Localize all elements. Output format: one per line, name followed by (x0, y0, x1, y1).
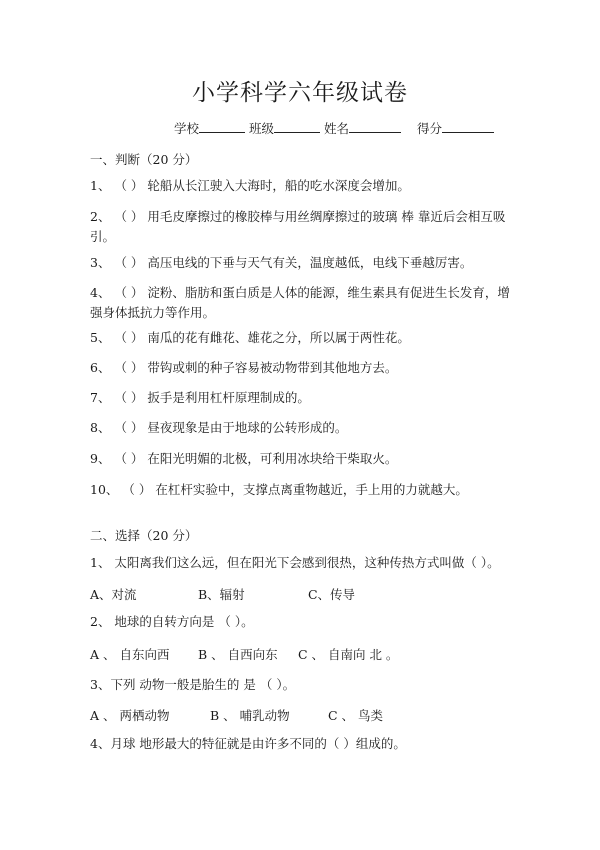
question-number: 1、 (90, 178, 111, 193)
choice-question-2: 2、 地球的自转方向是 （ ）。 (90, 614, 254, 629)
judge-question-5 (90, 328, 520, 348)
choice-question-4: 4、月球 地形最大的特征就是由许多不同的（ ）组成的。 (90, 736, 406, 751)
judge-question-6 (90, 358, 520, 378)
judge-question-9 (90, 449, 520, 469)
school-label: 学校 (174, 121, 200, 136)
question-text: 扳手是利用杠杆原理制成的。 (147, 390, 310, 405)
question-number: 6、 (90, 360, 111, 375)
option-c[interactable]: C 、 自南向 北 。 (297, 647, 399, 662)
question-text: 在杠杆实验中，支撑点离重物越近，手上用的力就越大。 (155, 482, 468, 497)
answer-parens[interactable]: （ ） (114, 390, 144, 405)
student-info-line (174, 119, 494, 137)
answer-parens[interactable]: （ ） (114, 451, 144, 466)
question-number: 7、 (90, 390, 111, 405)
exam-title: 小学科学六年级试卷 (192, 80, 408, 106)
choice-options-3 (90, 706, 383, 724)
judge-question-4 (90, 283, 520, 323)
judge-question-1 (90, 176, 520, 196)
score-blank[interactable] (442, 120, 494, 133)
choice-question-3: 3、下列 动物一般是胎生的 是 （ ）。 (90, 677, 296, 692)
option-a[interactable]: A 、 自东向西 (90, 647, 170, 662)
question-number: 9、 (90, 451, 111, 466)
question-number: 4、 (90, 285, 111, 300)
option-a[interactable]: A 、 两栖动物 (90, 708, 170, 723)
judge-question-8 (90, 418, 520, 438)
question-text: 高压电线的下垂与天气有关，温度越低，电线下垂越厉害。 (147, 255, 473, 270)
question-text: 昼夜现象是由于地球的公转形成的。 (147, 420, 348, 435)
class-label: 班级 (249, 121, 275, 136)
section2-heading: 二、选择（20 分） (90, 528, 198, 543)
choice-options-1 (90, 585, 355, 603)
option-b[interactable]: B 、 自西向东 (197, 647, 278, 662)
question-number: 2、 (90, 209, 111, 224)
question-text: 淀粉、脂肪和蛋白质是人体的能源，维生素具有促进生长发育，增强身体抵抗力等作用。 (90, 285, 510, 320)
score-label: 得分 (417, 121, 443, 136)
judge-question-7 (90, 388, 520, 408)
answer-parens[interactable]: （ ） (114, 420, 144, 435)
question-number: 5、 (90, 330, 111, 345)
judge-question-2 (90, 207, 520, 247)
question-text: 南瓜的花有雌花、雄花之分，所以属于两性花。 (147, 330, 410, 345)
class-blank[interactable] (274, 120, 320, 133)
question-number: 3、 (90, 255, 111, 270)
name-label: 姓名 (324, 121, 350, 136)
question-text: 在阳光明媚的北极，可利用冰块给干柴取火。 (147, 451, 398, 466)
question-number: 8、 (90, 420, 111, 435)
answer-parens[interactable]: （ ） (114, 255, 144, 270)
choice-options-2 (90, 645, 398, 663)
answer-parens[interactable]: （ ） (114, 360, 144, 375)
answer-parens[interactable]: （ ） (114, 285, 144, 300)
question-text: 轮船从长江驶入大海时，船的吃水深度会增加。 (147, 178, 410, 193)
option-c[interactable]: C、传导 (307, 587, 356, 602)
choice-question-1: 1、 太阳离我们这么远，但在阳光下会感到很热，这种传热方式叫做（ ）。 (90, 555, 500, 570)
question-number: 10、 (90, 482, 119, 497)
answer-parens[interactable]: （ ） (114, 330, 144, 345)
option-a[interactable]: A、对流 (90, 587, 137, 602)
question-text: 带钩或刺的种子容易被动物带到其他地方去。 (147, 360, 398, 375)
option-b[interactable]: B 、 哺乳动物 (209, 708, 290, 723)
judge-question-10 (90, 480, 520, 500)
answer-parens[interactable]: （ ） (122, 482, 152, 497)
school-blank[interactable] (199, 120, 245, 133)
section1-heading: 一、判断（20 分） (90, 152, 198, 167)
answer-parens[interactable]: （ ） (114, 209, 144, 224)
judge-question-3 (90, 253, 520, 273)
name-blank[interactable] (349, 120, 401, 133)
answer-parens[interactable]: （ ） (114, 178, 144, 193)
option-b[interactable]: B、辐射 (197, 587, 245, 602)
question-text: 用毛皮摩擦过的橡胶棒与用丝绸摩擦过的玻璃 棒 靠近后会相互吸引。 (90, 209, 506, 244)
option-c[interactable]: C 、 鸟类 (327, 708, 383, 723)
